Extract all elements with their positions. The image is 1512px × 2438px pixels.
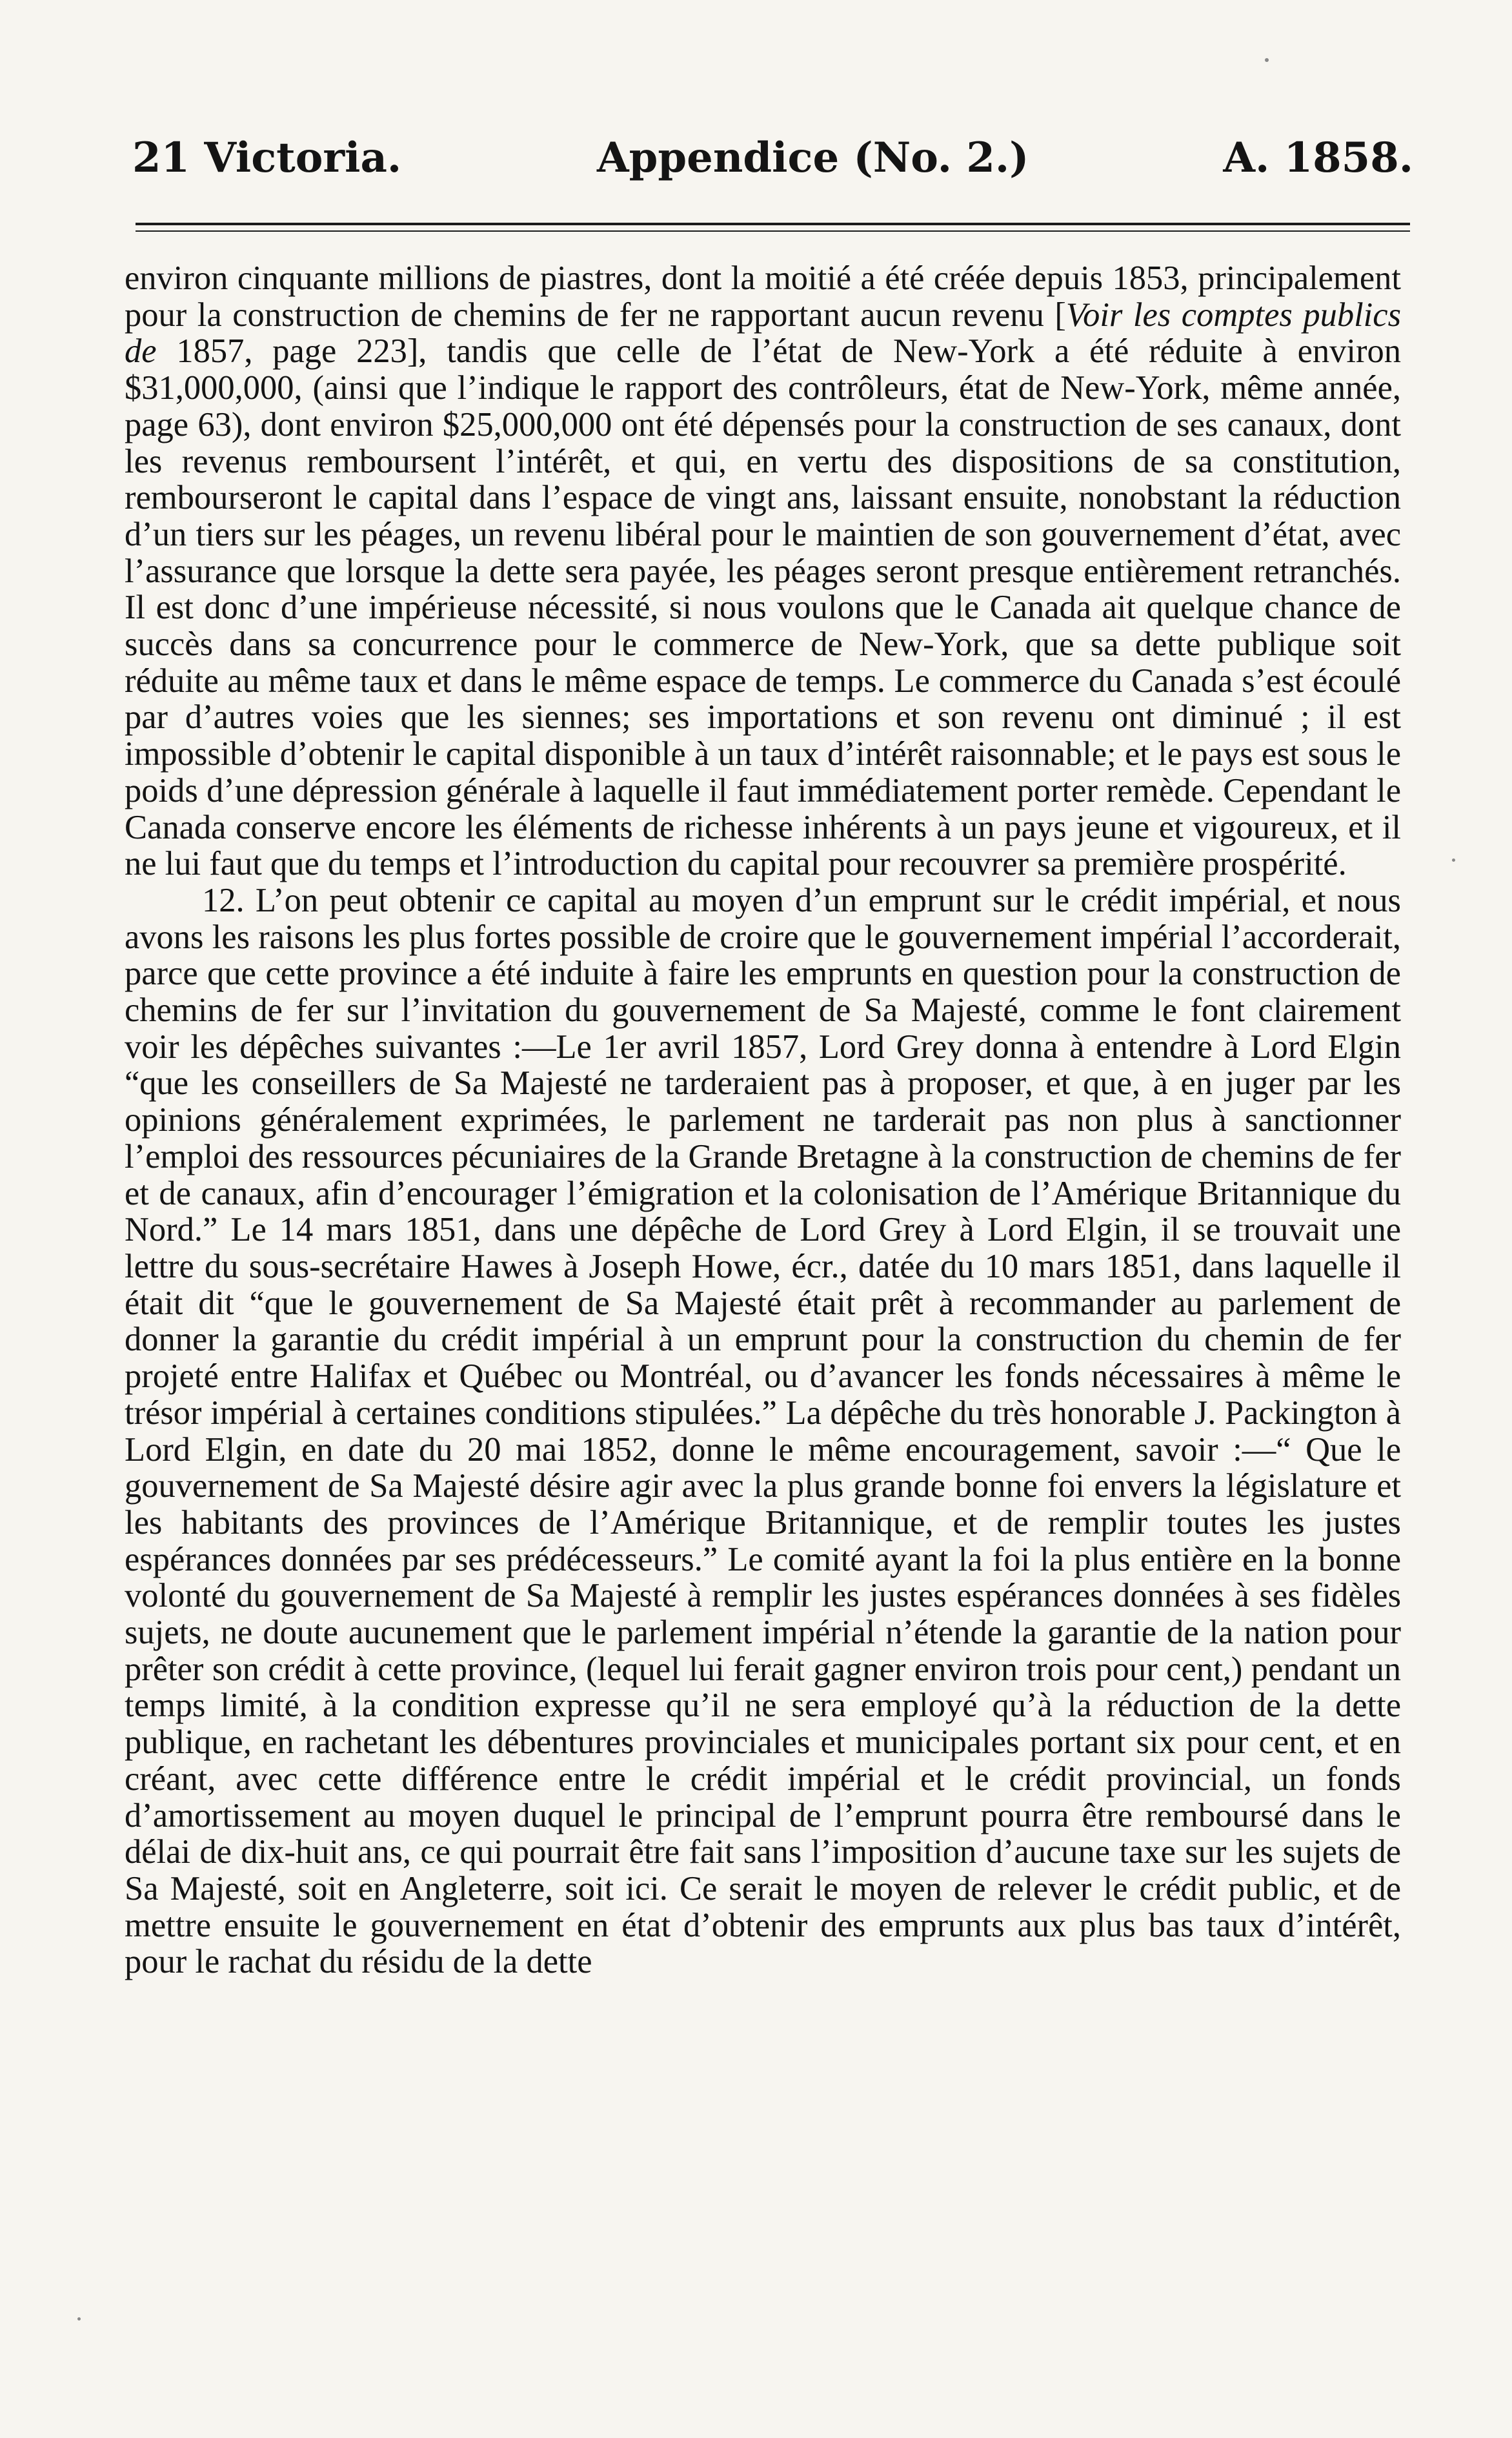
citation-italic: Voir les comptes publics de (125, 296, 1401, 371)
running-header (132, 129, 1413, 187)
paragraph-1-text-a: environ cinquante millions de piastres, dont la moitié a été créée depuis 1853, principalement pour la construction de chemins de fer ne rapportant aucun revenu [ (125, 259, 1401, 334)
paragraph-1-text-b: 1857, page 223], tandis que celle de l’état de New-York a été réduite à environ $31,000,000, (ainsi que l’indique le rapport des contrôleurs, état de New-York, même année, page 63), dont environ $25,000,000 ont été dépensés pour la construction de ses canaux, dont les revenus remboursent l’intérêt, et qui, en vertu des dispositions de sa constitution, rembourseront le capital dans l’espace de vingt ans, laissant ensuite, nonobstant la réduction d’un tiers sur les péages, un revenu libéral pour le maintien de son gouvernement d’état, avec l’assurance que lorsque la dette sera payée, les péages seront presque entièrement retranchés. Il est donc d’une impérieuse nécessité, si nous voulons que le Canada ait quelque chance de succès dans sa concurrence pour le commerce de New-York, que sa dette publique soit réduite au même taux et dans le même espace de temps. Le commerce du Canada s’est écoulé par d’autres voies que les siennes; ses importations et son revenu ont diminué ; il est impossible d’obtenir le capital disponible à un taux d’intérêt raisonnable; et le pays est sous le poids d’une dépression générale à laquelle il faut immédiatement porter remède. Cependant le Canada conserve encore les éléments de richesse inhérents à un pays jeune et vigoureux, et il ne lui faut que du temps et l’introduction du capital pour recouvrer sa première prospérité. (125, 332, 1401, 883)
header-title: Appendice (No. 2.) (597, 134, 1029, 182)
scan-speck (1452, 858, 1455, 862)
header-rule-thin (136, 230, 1410, 232)
paragraph-1 (125, 260, 1401, 882)
header-year: A. 1858. (1223, 134, 1413, 182)
body-text (125, 260, 1401, 1980)
header-volume: 21 Victoria. (132, 134, 402, 182)
scan-speck (77, 2317, 81, 2321)
scan-speck (1265, 58, 1269, 62)
paragraph-2: 12. L’on peut obtenir ce capital au moyen d’un emprunt sur le crédit impérial, et nous avons les raisons les plus fortes possible de croire que le gouvernement impérial l’accorderait, parce que cette province a été induite à faire les emprunts en question pour la construction de chemins de fer sur l’invitation du gouvernement de Sa Majesté, comme le font clairement voir les dépêches suivantes :—Le 1er avril 1857, Lord Grey donna à entendre à Lord Elgin “que les conseillers de Sa Majesté ne tarderaient pas à proposer, et que, à en juger par les opinions généralement exprimées, le parlement ne tarderait pas non plus à sanctionner l’emploi des ressources pécuniaires de la Grande Bretagne à la construction de chemins de fer et de canaux, afin d’encourager l’émigration et la colonisation de l’Amérique Britannique du Nord.” Le 14 mars 1851, dans une dépêche de Lord Grey à Lord Elgin, il se trouvait une lettre du sous-secrétaire Hawes à Joseph Howe, écr., datée du 10 mars 1851, dans laquelle il était dit “que le gouvernement de Sa Majesté était prêt à recommander au parlement de donner la garantie du crédit impérial à un emprunt pour la construction du chemin de fer projeté entre Halifax et Québec ou Montréal, ou d’avancer les fonds nécessaires à même le trésor impérial à certaines conditions stipulées.” La dépêche du très honorable J. Packington à Lord Elgin, en date du 20 mai 1852, donne le même encouragement, savoir :—“ Que le gouvernement de Sa Majesté désire agir avec la plus grande bonne foi envers la législature et les habitants des provinces de l’Amérique Britannique, et de remplir toutes les justes espérances données par ses prédécesseurs.” Le comité ayant la foi la plus entière en la bonne volonté du gouvernement de Sa Majesté à remplir les justes espérances données à ses fidèles sujets, ne doute aucunement que le parlement impérial n’étende la garantie de la nation pour prêter son crédit à cette province, (lequel lui ferait gagner environ trois pour cent,) pendant un temps limité, à la condition expresse qu’il ne sera employé qu’à la réduction de la dette publique, en rachetant les débentures provinciales et municipales portant six pour cent, et en créant, avec cette différence entre le crédit impérial et le crédit provincial, un fonds d’amortissement au moyen duquel le principal de l’emprunt pourra être remboursé dans le délai de dix-huit ans, ce qui pourrait être fait sans l’imposition d’aucune taxe sur les sujets de Sa Majesté, soit en Angleterre, soit ici. Ce serait le moyen de relever le crédit public, et de mettre ensuite le gouvernement en état d’obtenir des emprunts aux plus bas taux d’intérêt, pour le rachat du résidu de la dette (125, 881, 1401, 1981)
header-rule-thick (136, 223, 1410, 225)
